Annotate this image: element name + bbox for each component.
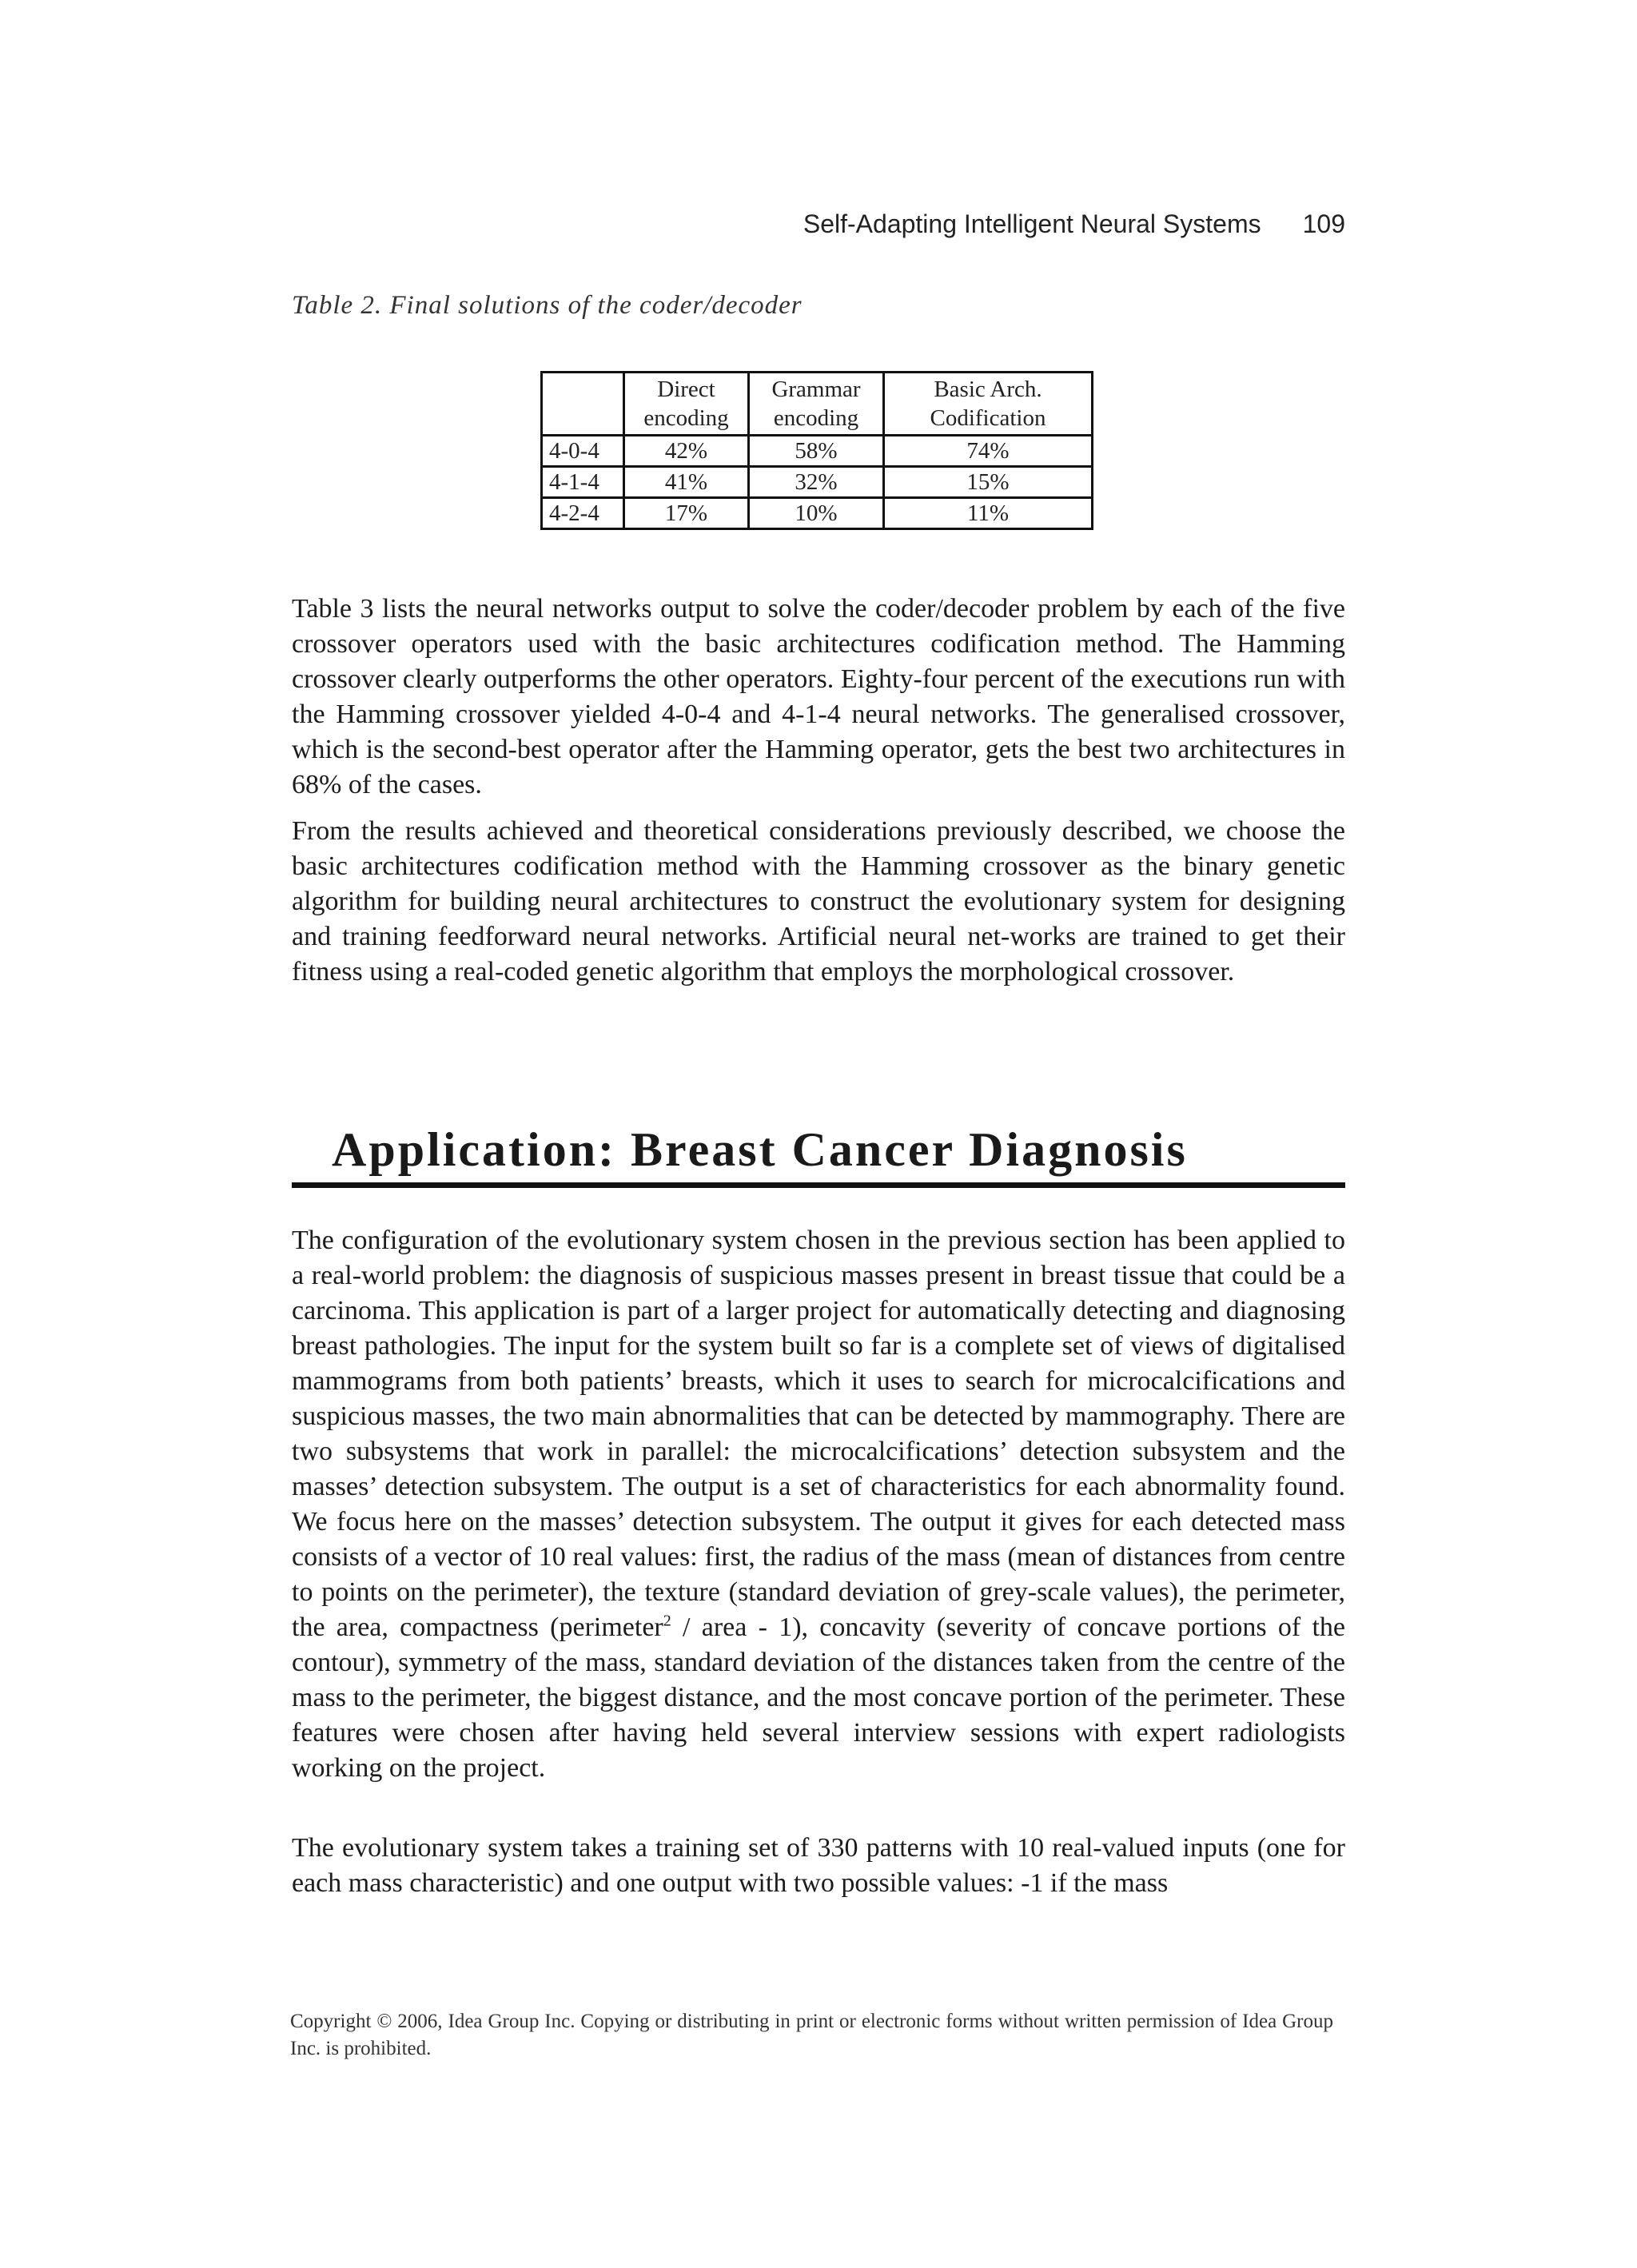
table-cell: 58% [749,436,884,467]
table-cell: 10% [749,498,884,529]
column-header-basic-arch: Basic Arch. Codification [884,373,1093,436]
column-header-direct: Direct encoding [624,373,749,436]
page-number: 109 [1302,209,1345,238]
copyright-notice: Copyright © 2006, Idea Group Inc. Copying or distributing in print or electronic forms without written permission of Idea Group Inc. is prohibited. [290,2011,1333,2059]
superscript-two: 2 [663,1612,671,1630]
table-caption: Table 2. Final solutions of the coder/decoder [292,291,803,320]
column-header-grammar: Grammar encoding [749,373,884,436]
paragraph-application: The configuration of the evolutionary system chosen in the previous section has been applied to a real-world problem: the diagnosis of suspicious masses present in breast tissue that could be a carcinoma. This application is part of a larger project for automatically detecting and diagnosing breast pathologies. The input for the system built so far is a complete set of views of digitalised mammograms from both patients’ breasts, which it uses to search for microcalcifications and suspicious masses, the two main abnormalities that can be detected by mammography. There are two subsystems that work in parallel: the microcalcifications’ detection subsystem and the masses’ detection subsystem. The output is a set of characteristics for each abnormality found. We focus here on the masses’ detection subsystem. The output it gives for each detected mass consists of a vector of 10 real values: first, the radius of the mass (mean of distances from centre to points on the perimeter), the texture (standard deviation of grey-scale values), the perimeter, the area, compactness (perimeter$^2$ / area - 1), concavity (severity of concave portions of the contour), symmetry of the mass, standard deviation of the distances taken from the centre of the mass to the perimeter, the biggest distance, and the most concave portion of the perimeter. These features were chosen after having held several interview sessions with expert radiologists working on the project. [292,1226,1346,1783]
table-cell: 74% [884,436,1093,467]
row-label: 4-2-4 [542,498,624,529]
table-cell: 15% [884,467,1093,498]
paragraph-training-set: The evolutionary system takes a training set of 330 patterns with 10 real-valued inputs (one for each mass characteristic) and one output with two possible values: -1 if the mass [292,1833,1345,1898]
row-label: 4-0-4 [542,436,624,467]
table-cell: 17% [624,498,749,529]
table-row [542,467,1093,498]
section-title: Application: Breast Cancer Diagnosis [332,1123,1188,1176]
table-cell: 11% [884,498,1093,529]
table-corner-cell [542,373,624,436]
running-title: Self-Adapting Intelligent Neural Systems [803,209,1261,238]
section-heading [292,1118,1345,1188]
paragraph-method-choice: From the results achieved and theoretical considerations previously described, we choose the basic architectures codification method with the Hamming crossover as the binary genetic algorithm for building neural architectures to construct the evolutionary system for designing and training feedforward neural networks. Artificial neural net-works are trained to get their fitness using a real-coded genetic algorithm that employs the morphological crossover. [292,816,1345,987]
table-header-row [542,373,1093,436]
results-table [540,371,1093,530]
table-row [542,498,1093,529]
paragraph-table3-summary: Table 3 lists the neural networks output to solve the coder/decoder problem by each of the five crossover operators used with the basic architectures codification method. The Hamming crossover clearly outperforms the other operators. Eighty-four percent of the executions run with the Hamming crossover yielded 4-0-4 and 4-1-4 neural networks. The generalised crossover, which is the second-best operator after the Hamming operator, gets the best two architectures in 68% of the cases. [292,594,1345,799]
table-row [542,436,1093,467]
row-label: 4-1-4 [542,467,624,498]
table-cell: 41% [624,467,749,498]
table-cell: 42% [624,436,749,467]
table-cell: 32% [749,467,884,498]
running-header [292,209,1345,239]
